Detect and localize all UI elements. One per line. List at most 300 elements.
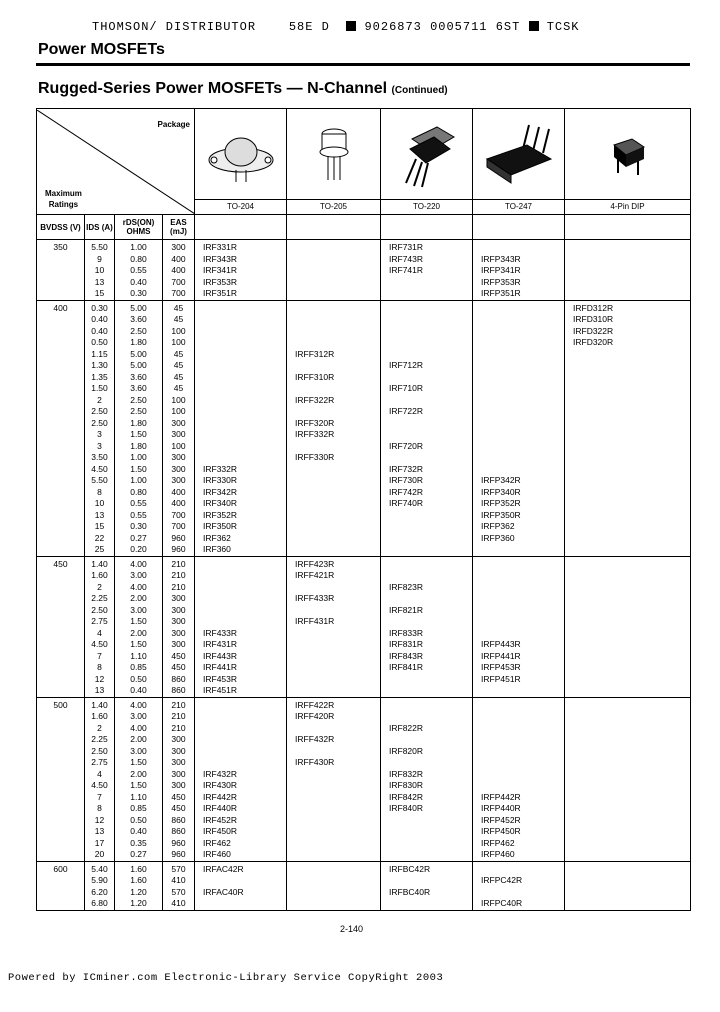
- col-header-bvdss: BVDSS (V): [37, 215, 85, 240]
- black-square-icon: [529, 21, 539, 31]
- id-value: 10: [94, 498, 105, 508]
- rds-value: 2.00: [130, 734, 147, 744]
- rds-value: 0.80: [130, 486, 147, 497]
- part-number: [389, 452, 472, 464]
- part-number: IRF742R: [389, 486, 424, 497]
- eas-cell: [163, 556, 195, 697]
- id-value: 13: [94, 685, 105, 695]
- part-number: IRFF312R: [295, 348, 335, 359]
- id-value: 13: [94, 509, 105, 520]
- eas-value: 45: [173, 360, 184, 370]
- eas-value: 100: [171, 406, 186, 416]
- part-number: [481, 570, 564, 582]
- part-number: IRFP343R: [481, 253, 521, 264]
- part-number: [481, 864, 564, 876]
- eas-value: 300: [171, 242, 186, 252]
- id-value: 4.50: [91, 463, 108, 474]
- part-cell-dip: [565, 861, 691, 910]
- part-number: [203, 559, 286, 571]
- part-number: IRF740R: [389, 498, 424, 508]
- part-number: [481, 337, 564, 349]
- eas-value: 300: [171, 475, 186, 485]
- rds-cell: [115, 556, 163, 697]
- part-cell-to204: [195, 300, 287, 556]
- part-number: IRFBC42R: [389, 863, 431, 874]
- part-number: IRFPC42R: [481, 875, 523, 885]
- part-number: [203, 757, 286, 769]
- part-number: IRF330R: [203, 475, 238, 485]
- part-number: IRFF322R: [295, 394, 335, 405]
- mosfet-table: [36, 108, 691, 911]
- part-number: IRFD310R: [573, 314, 614, 324]
- id-value: 7: [97, 791, 102, 802]
- voltage-group-row: [37, 697, 691, 861]
- rds-value: 3.00: [130, 570, 147, 580]
- rds-value: 0.85: [130, 803, 147, 813]
- bvdss-cell: [37, 861, 85, 910]
- rds-value: 0.55: [130, 509, 147, 520]
- rds-value: 3.00: [130, 711, 147, 721]
- bvdss-cell: [37, 556, 85, 697]
- part-number: [389, 734, 472, 746]
- id-value: 2.50: [91, 604, 108, 615]
- eas-value: 300: [171, 463, 186, 474]
- part-number: [295, 383, 380, 395]
- part-number: [481, 582, 564, 594]
- rds-value: 5.00: [130, 302, 147, 313]
- voltage-group-row: [37, 861, 691, 910]
- id-cell: [85, 300, 115, 556]
- eas-value: 400: [171, 498, 186, 508]
- part-cell-to205: [287, 556, 381, 697]
- id-value: 25: [94, 544, 105, 554]
- part-number: [481, 887, 564, 899]
- part-number: IRF440R: [203, 803, 238, 813]
- part-number: IRFF431R: [295, 616, 335, 626]
- eas-value: 210: [171, 722, 186, 733]
- rds-value: 5.00: [130, 360, 147, 370]
- part-number: IRF342R: [203, 486, 238, 497]
- eas-value: 300: [171, 734, 186, 744]
- part-number: [203, 570, 286, 582]
- eas-value: 100: [171, 325, 186, 336]
- part-number: [389, 700, 472, 712]
- eas-value: 300: [171, 452, 186, 462]
- rds-value: 1.20: [130, 886, 147, 897]
- to247-package-icon: [479, 119, 559, 189]
- id-value: 2: [97, 581, 102, 592]
- rds-cell: [115, 300, 163, 556]
- part-number: [481, 418, 564, 430]
- package-name-to220: TO-220: [381, 200, 473, 215]
- eas-value: 100: [171, 337, 186, 347]
- id-value: 5.50: [91, 475, 108, 485]
- part-cell-to220: [381, 240, 473, 301]
- id-value: 10: [94, 265, 105, 275]
- part-number: [389, 593, 472, 605]
- eas-value: 570: [171, 886, 186, 897]
- eas-value: 300: [171, 639, 186, 649]
- part-number: IRF341R: [203, 265, 238, 275]
- rds-cell: [115, 240, 163, 301]
- part-number: IRF343R: [203, 253, 238, 264]
- eas-value: 450: [171, 791, 186, 802]
- eas-value: 300: [171, 429, 186, 439]
- corner-package-label: Package: [157, 120, 190, 129]
- id-value: 0.50: [91, 337, 108, 347]
- part-number: [203, 605, 286, 617]
- part-number: IRF362: [203, 532, 231, 543]
- part-number: [203, 303, 286, 315]
- part-number: IRF821R: [389, 604, 424, 615]
- page-number: 2-140: [340, 924, 364, 934]
- eas-value: 300: [171, 616, 186, 626]
- to204-package-icon: [206, 124, 276, 184]
- part-number: IRFF330R: [295, 452, 335, 462]
- eas-value: 45: [173, 302, 184, 313]
- column-header-row: [37, 215, 691, 240]
- part-number: [481, 349, 564, 361]
- part-number: [389, 337, 472, 349]
- id-value: 1.40: [91, 558, 108, 569]
- rds-value: 0.80: [130, 253, 147, 264]
- part-cell-to220: [381, 300, 473, 556]
- id-value: 22: [94, 532, 105, 543]
- part-number: [481, 464, 564, 476]
- part-number: [203, 734, 286, 746]
- part-number: [481, 452, 564, 464]
- id-value: 0.40: [91, 314, 108, 324]
- rds-value: 4.00: [130, 581, 147, 592]
- eas-value: 300: [171, 780, 186, 790]
- header-code: 58E D: [288, 20, 330, 34]
- part-cell-to205: [287, 861, 381, 910]
- rds-value: 0.20: [130, 544, 147, 554]
- rds-value: 0.55: [130, 265, 147, 275]
- id-cell: [85, 556, 115, 697]
- part-number: [203, 383, 286, 395]
- package-row: [37, 109, 691, 200]
- part-number: IRF462: [203, 837, 231, 848]
- part-number: [481, 360, 564, 372]
- eas-value: 400: [171, 265, 186, 275]
- part-number: [295, 326, 380, 338]
- part-number: IRFP350R: [481, 509, 521, 520]
- part-number: IRF443R: [203, 650, 238, 661]
- eas-value: 45: [173, 371, 184, 382]
- part-number: [203, 326, 286, 338]
- part-number: [203, 429, 286, 441]
- part-number: [481, 723, 564, 735]
- voltage-group-row: [37, 300, 691, 556]
- id-value: 7: [97, 650, 102, 661]
- part-number: [481, 746, 564, 758]
- package-cell-to204: [195, 109, 287, 200]
- part-number: IRF820R: [389, 745, 424, 756]
- part-number: IRFP351R: [481, 288, 521, 298]
- part-number: [203, 372, 286, 384]
- part-number: IRFD312R: [573, 302, 614, 313]
- part-number: [203, 441, 286, 453]
- eas-value: 300: [171, 627, 186, 638]
- part-number: [481, 326, 564, 338]
- part-number: [389, 349, 472, 361]
- part-number: [203, 746, 286, 758]
- part-number: IRF822R: [389, 722, 424, 733]
- part-number: [389, 570, 472, 582]
- rds-value: 1.50: [130, 463, 147, 474]
- part-number: [295, 605, 380, 617]
- part-number: [481, 406, 564, 418]
- eas-value: 300: [171, 604, 186, 615]
- part-number: [203, 700, 286, 712]
- part-number: [203, 314, 286, 326]
- part-number: IRF832R: [389, 768, 424, 779]
- eas-value: 450: [171, 803, 186, 813]
- part-number: IRF442R: [203, 791, 238, 802]
- eas-value: 860: [171, 826, 186, 836]
- part-number: IRF432R: [203, 768, 238, 779]
- package-name-to204: TO-204: [195, 200, 287, 215]
- part-number: IRF433R: [203, 627, 238, 638]
- eas-value: 210: [171, 570, 186, 580]
- part-number: [389, 303, 472, 315]
- part-cell-to247: [473, 300, 565, 556]
- package-cell-to247: [473, 109, 565, 200]
- bvdss-value: 400: [53, 302, 68, 313]
- part-cell-to205: [287, 697, 381, 861]
- eas-cell: [163, 240, 195, 301]
- package-cell-dip: [565, 109, 691, 200]
- rds-value: 4.00: [130, 558, 147, 569]
- part-cell-to220: [381, 861, 473, 910]
- part-number: [389, 616, 472, 628]
- part-number: [389, 314, 472, 326]
- section-rule: [36, 63, 690, 66]
- col-header-blank: [195, 215, 287, 240]
- part-number: IRFF433R: [295, 593, 335, 603]
- part-cell-to204: [195, 556, 287, 697]
- rds-value: 3.00: [130, 604, 147, 615]
- eas-value: 570: [171, 863, 186, 874]
- part-number: IRF450R: [203, 826, 238, 836]
- part-number: [389, 418, 472, 430]
- rds-value: 2.50: [130, 325, 147, 336]
- part-number: IRF841R: [389, 662, 424, 672]
- part-number: [295, 723, 380, 735]
- eas-value: 450: [171, 650, 186, 661]
- part-number: [295, 441, 380, 453]
- part-number: IRF712R: [389, 360, 424, 370]
- bvdss-cell: [37, 300, 85, 556]
- table-title-text: Rugged-Series Power MOSFETs — N-Channel: [38, 80, 388, 97]
- rds-value: 0.55: [130, 498, 147, 508]
- rds-value: 2.00: [130, 627, 147, 638]
- part-number: [481, 559, 564, 571]
- part-number: IRF441R: [203, 662, 238, 672]
- part-number: IRF430R: [203, 780, 238, 790]
- part-number: [203, 711, 286, 723]
- eas-value: 450: [171, 662, 186, 672]
- id-value: 2.50: [91, 417, 108, 428]
- eas-value: 700: [171, 276, 186, 287]
- part-number: IRFP353R: [481, 276, 521, 287]
- part-number: [295, 314, 380, 326]
- rds-value: 3.60: [130, 314, 147, 324]
- part-cell-to220: [381, 697, 473, 861]
- id-value: 1.60: [91, 570, 108, 580]
- part-number: IRF460: [203, 849, 231, 859]
- part-number: IRF350R: [203, 521, 238, 531]
- id-value: 2.75: [91, 616, 108, 626]
- part-number: IRF710R: [389, 383, 424, 393]
- part-number: IRF831R: [389, 639, 424, 649]
- part-number: IRFP341R: [481, 265, 521, 275]
- part-cell-dip: [565, 240, 691, 301]
- part-number: IRF823R: [389, 581, 424, 592]
- id-value: 6.80: [91, 898, 108, 908]
- part-number: IRFP441R: [481, 650, 521, 661]
- part-number: [481, 711, 564, 723]
- part-cell-to247: [473, 697, 565, 861]
- table-title-note: (Continued): [391, 85, 448, 96]
- table-corner: [37, 109, 195, 215]
- id-value: 15: [94, 288, 105, 298]
- part-cell-to204: [195, 697, 287, 861]
- id-value: 1.15: [91, 348, 108, 359]
- rds-value: 0.27: [130, 849, 147, 859]
- rds-value: 2.00: [130, 593, 147, 603]
- part-number: IRFP340R: [481, 486, 521, 497]
- part-number: IRF452R: [203, 814, 238, 825]
- part-number: [389, 372, 472, 384]
- part-number: [295, 337, 380, 349]
- id-value: 15: [94, 521, 105, 531]
- id-value: 20: [94, 849, 105, 859]
- rds-value: 1.00: [130, 475, 147, 485]
- eas-value: 210: [171, 711, 186, 721]
- part-number: IRFP360: [481, 532, 515, 543]
- id-value: 12: [94, 814, 105, 825]
- rds-value: 0.50: [130, 814, 147, 825]
- id-value: 3: [97, 440, 102, 451]
- rds-value: 2.50: [130, 406, 147, 416]
- col-header-eas: EAS (mJ): [163, 215, 195, 240]
- eas-value: 960: [171, 837, 186, 848]
- part-number: IRF451R: [203, 685, 238, 695]
- header-distributor: THOMSON/ DISTRIBUTOR: [92, 20, 257, 34]
- package-name-dip: 4-Pin DIP: [565, 200, 691, 215]
- part-number: IRF843R: [389, 650, 424, 661]
- bvdss-value: 450: [53, 558, 68, 569]
- eas-value: 210: [171, 558, 186, 569]
- id-value: 3: [97, 429, 102, 439]
- part-number: IRFP440R: [481, 803, 521, 813]
- part-number: IRF732R: [389, 463, 424, 474]
- col-header-blank: [287, 215, 381, 240]
- eas-value: 700: [171, 521, 186, 531]
- part-cell-dip: [565, 697, 691, 861]
- rds-value: 0.85: [130, 662, 147, 672]
- part-number: IRFP462: [481, 837, 515, 848]
- id-value: 5.90: [91, 875, 108, 885]
- part-number: [389, 429, 472, 441]
- part-number: [389, 326, 472, 338]
- rds-value: 2.50: [130, 394, 147, 405]
- part-cell-to204: [195, 861, 287, 910]
- id-value: 4.50: [91, 780, 108, 790]
- bvdss-value: 500: [53, 699, 68, 710]
- header-code-tcsk: TCSK: [546, 20, 580, 34]
- part-number: [481, 383, 564, 395]
- eas-value: 960: [171, 544, 186, 554]
- rds-value: 1.50: [130, 757, 147, 767]
- part-cell-to247: [473, 861, 565, 910]
- part-number: IRFP352R: [481, 498, 521, 508]
- rds-value: 4.00: [130, 699, 147, 710]
- part-number: [481, 769, 564, 781]
- package-cell-to220: [381, 109, 473, 200]
- id-value: 6.20: [91, 886, 108, 897]
- id-value: 13: [94, 276, 105, 287]
- rds-cell: [115, 861, 163, 910]
- part-number: IRF741R: [389, 265, 424, 275]
- part-number: IRF360: [203, 544, 231, 554]
- rds-value: 1.10: [130, 791, 147, 802]
- rds-value: 1.50: [130, 429, 147, 439]
- col-header-blank: [565, 215, 691, 240]
- part-number: [481, 429, 564, 441]
- id-value: 8: [97, 486, 102, 497]
- part-number: IRF730R: [389, 475, 424, 485]
- part-number: [203, 418, 286, 430]
- id-value: 0.40: [91, 325, 108, 336]
- id-value: 8: [97, 803, 102, 813]
- id-value: 2.50: [91, 406, 108, 416]
- rds-value: 0.40: [130, 276, 147, 287]
- id-value: 4.50: [91, 639, 108, 649]
- eas-value: 300: [171, 593, 186, 603]
- dip-package-icon: [608, 129, 648, 179]
- id-value: 2.25: [91, 734, 108, 744]
- part-number: [295, 303, 380, 315]
- black-square-icon: [346, 21, 356, 31]
- id-value: 9: [97, 253, 102, 264]
- part-number: [203, 395, 286, 407]
- id-value: 1.50: [91, 383, 108, 393]
- part-number: IRFF422R: [295, 699, 335, 710]
- part-number: [295, 360, 380, 372]
- eas-value: 100: [171, 440, 186, 451]
- part-number: IRF353R: [203, 276, 238, 287]
- eas-cell: [163, 300, 195, 556]
- part-number: IRFP450R: [481, 826, 521, 836]
- table-title: [38, 80, 448, 98]
- rds-value: 4.00: [130, 722, 147, 733]
- eas-value: 210: [171, 581, 186, 592]
- eas-value: 860: [171, 673, 186, 684]
- part-number: IRFP453R: [481, 662, 521, 672]
- eas-value: 700: [171, 509, 186, 520]
- header-barcode: 9026873 0005711 6ST: [364, 20, 521, 34]
- eas-value: 960: [171, 849, 186, 859]
- part-number: IRFF430R: [295, 757, 335, 767]
- part-number: IRFF320R: [295, 417, 335, 428]
- id-value: 17: [94, 837, 105, 848]
- rds-value: 1.50: [130, 616, 147, 626]
- eas-value: 400: [171, 486, 186, 497]
- part-number: IRFD320R: [573, 337, 614, 347]
